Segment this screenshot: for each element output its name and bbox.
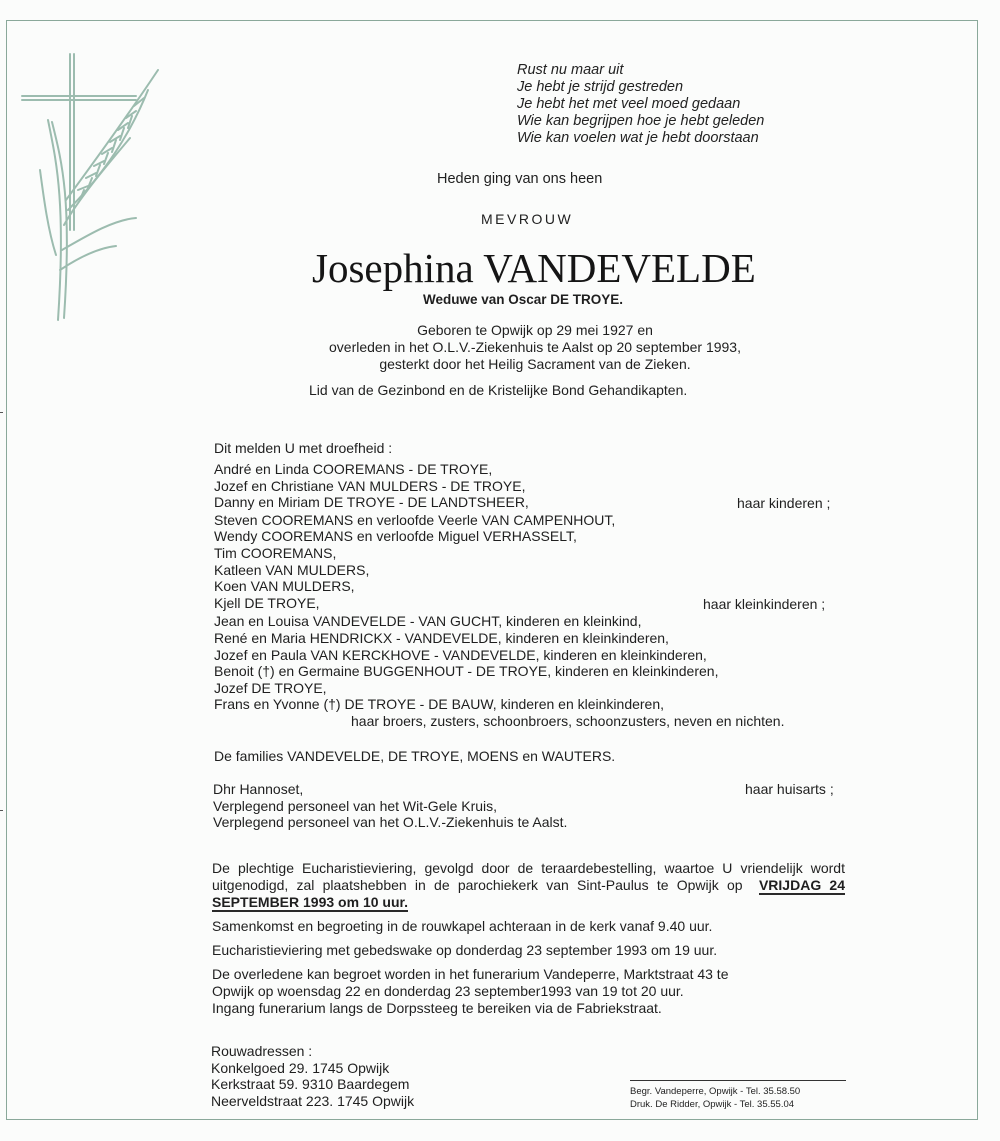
printer-line: Druk. De Ridder, Opwijk - Tel. 35.55.04 [630, 1099, 795, 1110]
name-line: André en Linda COOREMANS - DE TROYE, [214, 461, 493, 477]
birth-line: Geboren te Opwijk op 29 mei 1927 en [417, 322, 653, 338]
list-item [214, 478, 854, 495]
name-line: Verplegend personeel van het Wit-Gele Kruis, [213, 797, 498, 814]
care-list [213, 781, 853, 831]
fold-mark [0, 412, 3, 413]
family-list [214, 461, 854, 730]
sacrament-line: gesterkt door het Heilig Sacrament van de Zieken. [379, 356, 691, 372]
gathering-line: Samenkomst en begroeting in de rouwkapel achteraan in de kerk vanaf 9.40 uur. [212, 918, 713, 934]
relation-children: haar kinderen ; [737, 495, 831, 512]
list-item [214, 595, 854, 612]
list-item [214, 545, 854, 562]
honorific: MEVROUW [481, 211, 574, 227]
deceased-name: Josephina VANDEVELDE [312, 245, 756, 291]
name-line: Jozef en Paula VAN KERCKHOVE - VANDEVELDE, kinderen en kleinkinderen, [214, 646, 707, 663]
families-line: De families VANDEVELDE, DE TROYE, MOENS en WAUTERS. [214, 748, 616, 764]
name-line: Benoit (†) en Germaine BUGGENHOUT - DE TROYE, kinderen en kleinkinderen, [214, 663, 719, 680]
name-line: Verplegend personeel van het O.L.V.-Ziekenhuis te Aalst. [213, 814, 568, 831]
list-item [214, 512, 854, 529]
name-line: Tim COOREMANS, [214, 544, 337, 561]
funeral-home-line: De overledene kan begroet worden in het funerarium Vandeperre, Marktstraat 43 te [212, 966, 729, 982]
list-item [214, 613, 854, 630]
name-line: Jozef DE TROYE, [214, 679, 327, 696]
funeral-home-line: Opwijk op woensdag 22 en donderdag 23 september1993 van 19 tot 20 uur. [212, 983, 684, 999]
membership: Lid van de Gezinbond en de Kristelijke Bond Gehandikapten. [309, 382, 688, 398]
address-line: Kerkstraat 59. 9310 Baardegem [211, 1076, 410, 1092]
birth-death-details [290, 322, 780, 373]
death-line: overleden in het O.L.V.-Ziekenhuis te Aalst op 20 september 1993, [329, 339, 741, 355]
list-item [213, 781, 853, 798]
poem-line: Rust nu maar uit [517, 62, 624, 78]
poem-line: Je hebt je strijd gestreden [517, 79, 684, 95]
poem-line: Wie kan voelen wat je hebt doorstaan [517, 130, 759, 146]
printer-credits [630, 1080, 846, 1111]
list-item [214, 663, 854, 680]
poem-line: Wie kan begrijpen hoe je hebt geleden [517, 113, 765, 129]
poem [517, 62, 764, 147]
list-item [214, 461, 854, 478]
fold-mark [0, 810, 3, 811]
name-line: Katleen VAN MULDERS, [214, 561, 370, 578]
address-line: Konkelgoed 29. 1745 Opwijk [211, 1059, 390, 1076]
addresses-label: Rouwadressen : [211, 1043, 313, 1059]
list-item [214, 494, 854, 511]
name-line: Jozef en Christiane VAN MULDERS - DE TROYE, [214, 477, 526, 494]
list-item [214, 696, 854, 713]
name-line: Koen VAN MULDERS, [214, 578, 355, 595]
funeral-home-info [212, 966, 728, 1017]
list-item [214, 562, 854, 579]
poem-line: Je hebt het met veel moed gedaan [517, 96, 741, 112]
list-item [214, 647, 854, 664]
mourning-addresses [211, 1043, 414, 1109]
list-item [214, 578, 854, 595]
vigil-line: Eucharistieviering met gebedswake op donderdag 23 september 1993 om 19 uur. [212, 942, 718, 958]
relation-doctor: haar huisarts ; [745, 781, 834, 797]
address-line: Neerveldstraat 223. 1745 Opwijk [211, 1092, 415, 1109]
list-item [213, 814, 853, 831]
name-line: Danny en Miriam DE TROYE - DE LANDTSHEER, [214, 494, 529, 511]
funeral-mass-paragraph [212, 860, 845, 911]
undertaker-line: Begr. Vandeperre, Opwijk - Tel. 35.58.50 [630, 1086, 801, 1097]
list-item [213, 798, 853, 815]
intro-line: Dit melden U met droefheid : [214, 440, 393, 456]
list-item [214, 713, 854, 730]
name-line: Dhr Hannoset, [213, 781, 304, 797]
name-line: Wendy COOREMANS en verloofde Miguel VERHASSELT, [214, 528, 577, 545]
mass-text: De plechtige Eucharistieviering, gevolgd door de teraardebestelling, waartoe U vriendelijk wordt uitgenodigd, zal plaatshebben in de parochiekerk van Sint-Paulus te Opwijk op [212, 860, 845, 893]
list-item [214, 528, 854, 545]
list-item [214, 680, 854, 697]
announcement-heading: Heden ging van ons heen [437, 171, 603, 187]
name-line: Kjell DE TROYE, [214, 594, 320, 611]
funeral-home-line: Ingang funerarium langs de Dorpssteeg te bereiken via de Fabriekstraat. [212, 1000, 662, 1016]
list-item [214, 630, 854, 647]
mass-date: VRIJDAG 24 SEPTEMBER 1993 om 10 uur. [212, 877, 845, 910]
cross-wheat-icon [18, 50, 168, 330]
name-line: Frans en Yvonne (†) DE TROYE - DE BAUW, kinderen en kleinkinderen, [214, 696, 665, 713]
name-line: Jean en Louisa VANDEVELDE - VAN GUCHT, kinderen en kleinkind, [214, 613, 642, 630]
relation-grandchildren: haar kleinkinderen ; [703, 595, 826, 612]
relation-siblings: haar broers, zusters, schoonbroers, schoonzusters, neven en nichten. [351, 712, 785, 729]
name-line: Steven COOREMANS en verloofde Veerle VAN CAMPENHOUT, [214, 511, 616, 528]
widow-line: Weduwe van Oscar DE TROYE. [423, 292, 624, 307]
name-line: René en Maria HENDRICKX - VANDEVELDE, kinderen en kleinkinderen, [214, 629, 669, 646]
